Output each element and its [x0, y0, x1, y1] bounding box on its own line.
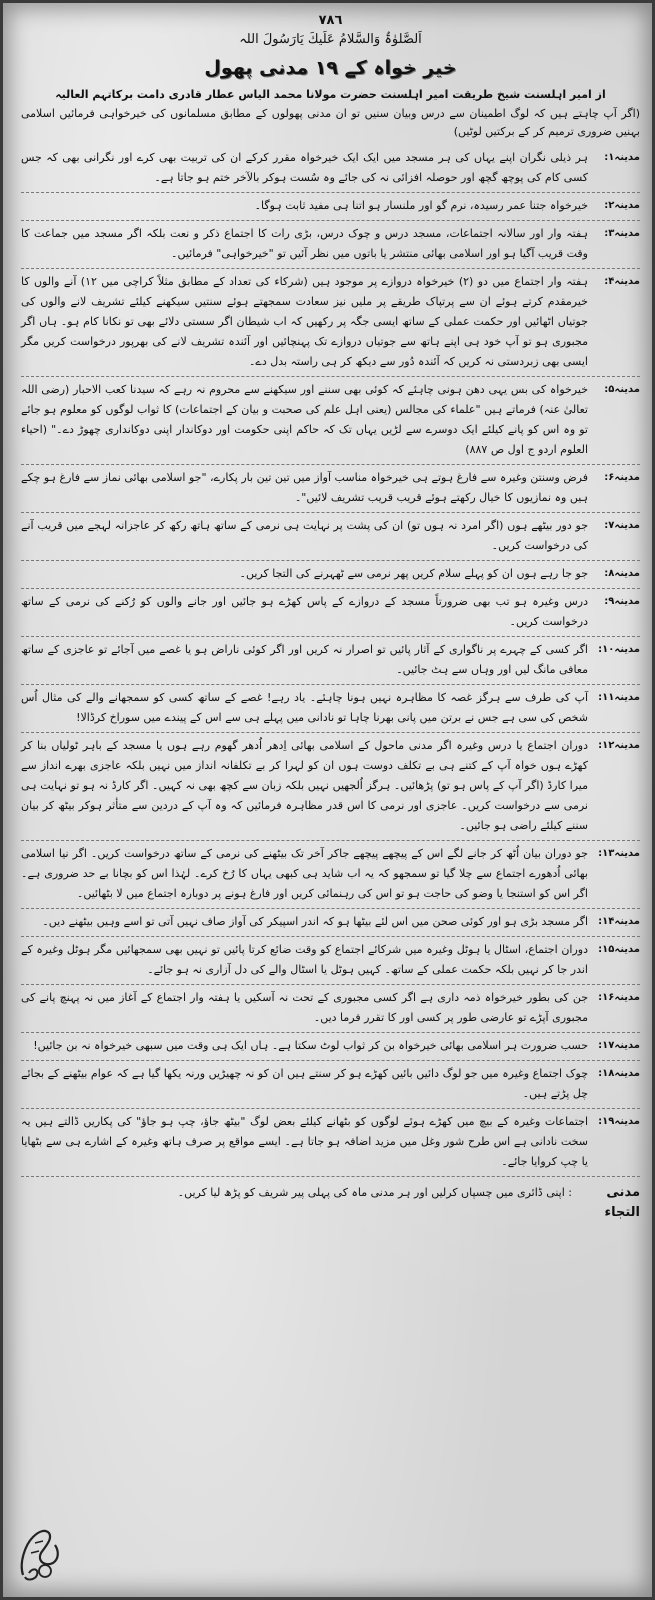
- items-list: [21, 145, 640, 1177]
- intro-paragraph: (اگر آپ چاہتے ہیں کہ لوگ اطمینان سے درس وبیان سنیں تو ان مدنی پھولوں کے مطابق مسلمانوں کی خیرخواہی فرمائیں اسلامی بہنیں ضروری ترمیم کر کے برکتیں لوٹیں): [21, 107, 640, 138]
- list-item: [21, 937, 640, 985]
- item-text: دوران اجتماع، اسٹال یا ہوٹل وغیرہ میں شرکائے اجتماع کو وقت ضائع کرتا پائیں تو نہیں بھی سمجھائیں مگر ہوٹل وغیرہ کے اندر جا کر نہیں بلکہ حکمت عملی کے ساتھ۔ کہیں ہوٹل یا اسٹال والے کی دل آزاری نہ ہو جائے۔: [21, 943, 588, 976]
- item-label: مدینہ۲:: [604, 200, 640, 211]
- list-item: [21, 985, 640, 1033]
- list-item: [21, 269, 640, 377]
- item-label: مدینہ۱۸:: [598, 1068, 640, 1079]
- list-item: [21, 733, 640, 841]
- item-label: مدینہ۱۱:: [598, 692, 640, 703]
- list-item: [21, 909, 640, 937]
- item-text: جن کی بطور خیرخواہ ذمہ داری ہے اگر کسی مجبوری کے تحت نہ آسکیں یا ہفتہ وار اجتماع کے آغاز میں نہ پہنچ پانے کی مجبوری آپڑے تو عارضی طور پر کسی اور کا تقرر فرما دیں۔: [21, 991, 588, 1024]
- item-label: مدینہ۱۳:: [598, 848, 640, 859]
- item-text: جو دوران بیان اُٹھ کر جانے لگے اس کے پیچھے پیچھے جاکر آخر تک بیٹھنے کی نرمی کے ساتھ درخواست کریں۔ اگر نیا اسلامی بھائی اُدھورے اجتماع سے چلا گیا تو سمجھو کہ یہ اب شاید ہی کبھی یہاں کا رُخ کرے۔ لہٰذا اس کو بچانا بے حد ضروری ہے۔ اگر اس کو استنجا یا وضو کی حاجت ہو تو اس کی رہنمائی کریں اور فارغ ہونے پر دوبارہ اجتماع میں لا بٹھائیں۔: [21, 847, 588, 900]
- list-item: [21, 193, 640, 221]
- list-item: [21, 465, 640, 513]
- item-text: ہفتہ وار اجتماع میں دو (۲) خیرخواہ دروازے پر موجود ہیں (شرکاء کی تعداد کے مطابق مثلاً کراچی میں ۱۲) آنے والوں کا خیرمقدم کرتے ہوئے ان سے پرتپاک طریقے پر ملیں نیز سعادت سمجھتے ہوئے سنتیں سیکھنے کیلئے تشریف لانے والوں کی جوتیاں اٹھائیں اور حکمت عملی کے ساتھ ایسی جگہ پر رکھیں کہ اب شیطان اگر سستی دلائے بھی تو نکانا کام ہو۔ ہاں اگر مجبوری ہو تو آپ خود ہی اپنے ہاتھ سے جوتیاں دروازے تک پہنچائیں اور آئندہ تشریف لانے کی بھرپور درخواست کریں مگر ایسی بھی زبردستی نہ کریں کہ آئندہ دُور سے دیکھ کر ہی راستہ بدل دے۔: [21, 275, 588, 368]
- item-text: چوک اجتماع وغیرہ میں جو لوگ دائیں بائیں کھڑے ہو کر سنتے ہیں ان کو نہ چھیڑیں ورنہ یکھا گیا ہے کہ عوام بیٹھنے کے بجائے چل پڑتے ہیں۔: [21, 1067, 588, 1100]
- calligraphy-seal-icon: [15, 1523, 63, 1583]
- salawat-heading: اَلصَّلوٰۃُ وَالسَّلامُ عَلَیكَ یَارَسُولَ اللہ: [239, 32, 422, 47]
- item-text: دوران اجتماع یا درس وغیرہ اگر مدنی ماحول کے اسلامی بھائی اِدھر اُدھر گھوم رہے ہوں یا مسجد کے باہر ٹولیاں بنا کر کھڑے ہوں خواہ آپ کے کتنے ہی بے تکلف دوست ہوں ان کو لہرا کر بے تکلفانہ انداز میں نہیں بلکہ عاجزی بھرے انداز سے میرا کارڈ (اگر آپ کے پاس ہو تو) پڑھائیں۔ ہرگز اُلجھیں نہیں بلکہ زبان سے کچھ بھی نہ کہیں۔ اگر کارڈ نہ ہو تو نہایت ہی نرمی سے درخواست کریں۔ عاجزی اور نرمی کا اس قدر مظاہرہ فرمائیں کہ وہ آپ کے دردین سے متأثر ہوکر بیٹھ کر بیان سننے کیلئے راضی ہو جائیں۔: [21, 739, 588, 832]
- item-text: خیرخواہ جتنا عمر رسیدہ، نرم گو اور ملنسار ہو اتنا ہی مفید ثابت ہوگا۔: [254, 199, 588, 212]
- item-label: مدینہ۱۴:: [598, 916, 640, 927]
- item-label: مدینہ۱۰:: [598, 644, 640, 655]
- item-text: حسب ضرورت ہر اسلامی بھائی خیرخواہ بن کر ثواب لوٹ سکتا ہے۔ ہاں ایک ہی وقت میں سبھی خیرخواہ نہ بن جائیں!: [33, 1039, 588, 1052]
- item-label: مدینہ۴:: [604, 276, 640, 287]
- item-label: مدینہ۱۹:: [598, 1116, 640, 1127]
- list-item: [21, 841, 640, 909]
- list-item: [21, 377, 640, 465]
- item-label: مدینہ۱:: [604, 152, 640, 163]
- footer-label: مدنی التجاء: [604, 1185, 640, 1220]
- list-item: [21, 513, 640, 561]
- item-label: مدینہ۱۲:: [598, 740, 640, 751]
- author-line: از امیر اہلسنت شیخ طریقت امیر اہلسنت حضرت مولانا محمد الیاس عطار قادری دامت برکاتہم العالیہ: [55, 88, 606, 101]
- item-label: مدینہ۶:: [604, 472, 640, 483]
- item-text: اجتماعات وغیرہ کے بیچ میں کھڑے ہوئے لوگوں کو بٹھانے کیلئے بعض لوگ "بیٹھ جاؤ، چپ ہو جاؤ" کی پکاریں ڈالتے ہیں یہ سخت نادانی ہے اس طرح شور وغل میں مزید اضافہ ہو جاتا ہے۔ ایسے مواقع پر صرف ہاتھ وغیرہ کے اشارے ہی سے بٹھایا یا چپ کروایا جائے۔: [21, 1115, 588, 1168]
- item-text: اگر کسی کے چہرے پر ناگواری کے آثار پائیں تو اصرار نہ کریں اور اگر کوئی ناراض ہو یا غصے میں آجائے تو عاجزی کے ساتھ معافی مانگ لیں اور وہاں سے ہٹ جائیں۔: [21, 643, 588, 676]
- list-item: [21, 637, 640, 685]
- item-text: خیرخواہ کی بس یہی دھن ہونی چاہئے کہ کوئی بھی سننے اور سیکھنے سے محروم نہ رہے کہ سیدنا کعب الاحبار (رضی اللہ تعالیٰ عنہ) فرماتے ہیں "علماء کی مجالس (یعنی اہل علم کی صحبت و بیان کے اجتماعات) کا ثواب لوگوں کو معلوم ہو جائے تو وہ اس کو پانے کیلئے ایک دوسرے سے لڑیں یہاں تک کہ حاکم اپنی حکومت اور دوکاندار اپنی دوکانداری چھوڑ دے۔" (احیاء العلوم اردو ج اول ص ۸۸۷): [21, 383, 588, 456]
- list-item: [21, 589, 640, 637]
- item-text: اگر مسجد بڑی ہو اور کوئی صحن میں اس لئے بیٹھا ہو کہ اندر اسپیکر کی آواز صاف نہیں آتی تو اسے وہیں بیٹھنے دیں۔: [42, 915, 588, 928]
- item-text: جو دور بیٹھے ہوں (اگر امرد نہ ہوں تو) ان کی پشت پر نہایت ہی نرمی کے ساتھ ہاتھ رکھ کر عاجزانہ لہجے میں قریب آنے کی درخواست کریں۔: [21, 519, 588, 552]
- page-number: ۷۸٦: [318, 13, 343, 28]
- item-label: مدینہ۹:: [604, 596, 640, 607]
- footer-text: : اپنی ڈائری میں چسپاں کرلیں اور ہر مدنی ماہ کی پہلی پیر شریف کو پڑھ لیا کریں۔: [177, 1186, 572, 1199]
- item-text: ہر ذیلی نگران اپنے یہاں کی ہر مسجد میں ایک ایک خیرخواہ مقرر کرکے ان کی تربیت بھی کرے اور نگرانی بھی کہ جس کسی کام کی پوچھ گچھ اور حوصلہ افزائی نہ کی جائے وہ سُست ہوکر بالآخر ختم ہو جاتا ہے۔: [21, 151, 588, 184]
- item-text: فرض وسنتن وغیرہ سے فارغ ہوتے ہی خیرخواہ مناسب آواز میں تین تین بار پکارے، "جو اسلامی بھائی نماز سے فارغ ہو چکے ہیں وہ نمازیوں کا خیال رکھتے ہوئے قریب قریب تشریف لائیں"۔: [21, 471, 588, 504]
- list-item: [21, 221, 640, 269]
- item-text: ہفتہ وار اور سالانہ اجتماعات، مسجد درس و چوک درس، بڑی رات کا اجتماع ذکر و نعت بلکہ اگر مسجد میں جماعت کا وقت قریب آگیا ہو اور اسلامی بھائی منتشر یا باتوں میں نظر آئیں تو "خیرخواہی" فرمائیں۔: [21, 227, 588, 260]
- item-text: آپ کی طرف سے ہرگز غصہ کا مظاہرہ نہیں ہونا چاہئے۔ یاد رہے! غصے کے ساتھ کسی کو سمجھانے والے کی مثال اُس شخص کی سی ہے جس نے برتن میں پانی بھرنا چاہا تو نادانی میں پہلے ہی سے اس کے پیندے میں سوراخ کرڈالا!: [21, 691, 588, 724]
- document-page: [21, 13, 640, 1593]
- item-label: مدینہ۵:: [604, 384, 640, 395]
- item-label: مدینہ۱۷:: [598, 1040, 640, 1051]
- footer-note: [21, 1177, 640, 1223]
- item-label: مدینہ۳:: [604, 228, 640, 239]
- item-label: مدینہ۱۵:: [598, 944, 640, 955]
- item-label: مدینہ۸:: [604, 568, 640, 579]
- list-item: [21, 561, 640, 589]
- item-text: درس وغیرہ ہو تب بھی ضرورتاً مسجد کے دروازے کے پاس کھڑے ہو جائیں اور جانے والوں کو رُکنے کی نرمی کے ساتھ درخواست کریں۔: [21, 595, 588, 628]
- list-item: [21, 1109, 640, 1177]
- list-item: [21, 145, 640, 193]
- list-item: [21, 1061, 640, 1109]
- item-label: مدینہ۱۶:: [598, 992, 640, 1003]
- item-label: مدینہ۷:: [604, 520, 640, 531]
- page-title: خیر خواہ کے ۱۹ مدنی پھول: [204, 57, 457, 79]
- list-item: [21, 1033, 640, 1061]
- list-item: [21, 685, 640, 733]
- item-text: جو جا رہے ہوں ان کو پہلے سلام کریں پھر نرمی سے ٹھہرنے کی التجا کریں۔: [239, 567, 588, 580]
